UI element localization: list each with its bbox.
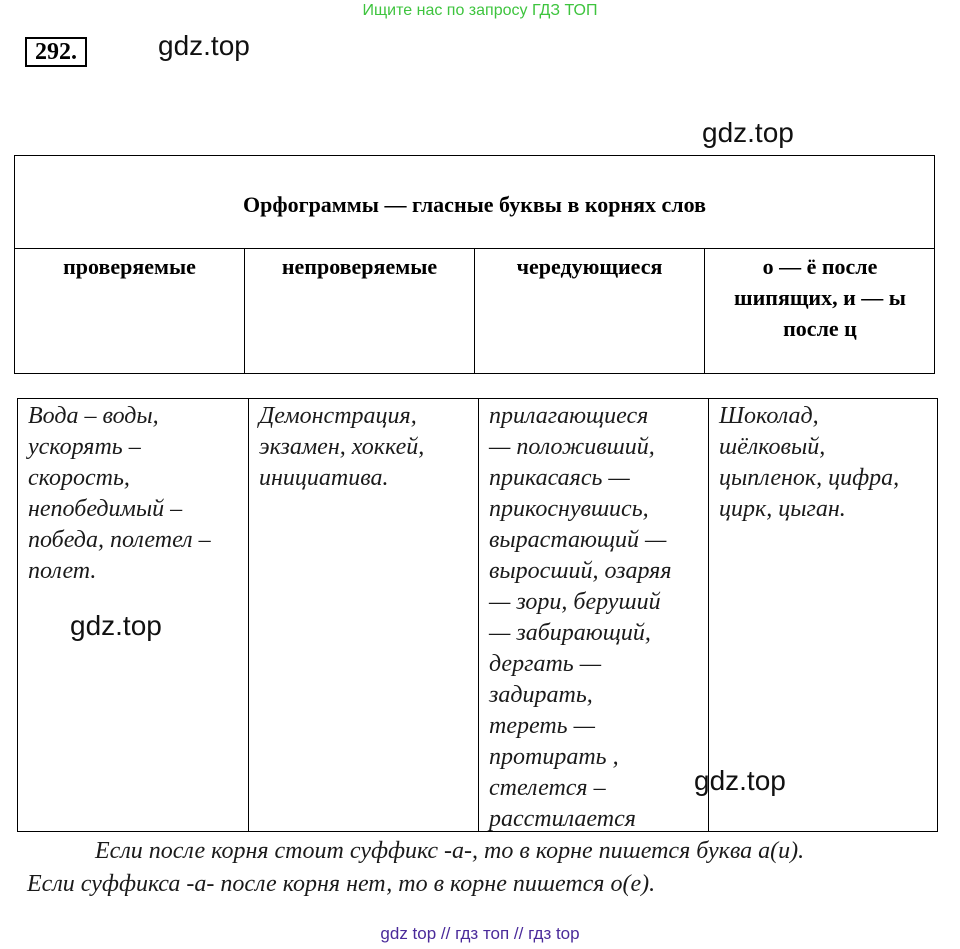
footer-watermark: gdz top // гдз топ // гдз top: [380, 924, 580, 943]
rule-text: Если после корня стоит суффикс -а-, то в корне пишется буква а(и).: [95, 838, 805, 864]
cell-line: Вода – воды,: [28, 403, 159, 429]
task-number: 292.: [25, 37, 87, 67]
watermark: gdz.top: [702, 117, 794, 148]
header-table: [14, 155, 935, 374]
cell-line: экзамен, хоккей,: [259, 434, 425, 460]
cell-line: прикасаясь —: [489, 465, 630, 491]
table-cell-unchecked: [249, 399, 479, 831]
cell-line: протирать ,: [489, 744, 619, 770]
cell-line: — зори, беруший: [489, 589, 661, 615]
cell-line: вырастающий —: [489, 527, 667, 553]
cell-line: непобедимый –: [28, 496, 183, 522]
cell-line: задирать,: [489, 682, 593, 708]
watermark: gdz.top: [694, 765, 786, 796]
cell-line: стелется –: [489, 775, 606, 801]
table-title: Орфограммы — гласные буквы в корнях слов: [15, 156, 934, 249]
cell-line: — положивший,: [489, 434, 655, 460]
cell-line: шёлковый,: [719, 434, 826, 460]
watermark: gdz.top: [70, 610, 162, 641]
cell-line: инициатива.: [259, 465, 389, 491]
cell-line: Демонстрация,: [259, 403, 417, 429]
promo-banner: Ищите нас по запросу ГДЗ ТОП: [362, 2, 598, 19]
cell-line: полет.: [28, 558, 97, 584]
rule-text: Если суффикса -а- после корня нет, то в корне пишется о(е).: [27, 871, 656, 897]
cell-line: прилагающиеся: [489, 403, 649, 429]
cell-line: прикоснувшись,: [489, 496, 649, 522]
cell-line: победа, полетел –: [28, 527, 211, 553]
cell-line: — забирающий,: [489, 620, 651, 646]
column-header-unchecked: непроверяемые: [245, 249, 475, 374]
cell-line: расстилается: [489, 806, 636, 832]
column-header-checked: проверяемые: [15, 249, 245, 374]
cell-line: ускорять –: [28, 434, 141, 460]
cell-line: дергать —: [489, 651, 602, 677]
cell-line: скорость,: [28, 465, 130, 491]
column-header-alternating: чередующиеся: [475, 249, 705, 374]
cell-line: цыпленок, цифра,: [719, 465, 900, 491]
cell-line: Шоколад,: [719, 403, 819, 429]
cell-line: тереть —: [489, 713, 595, 739]
cell-line: цирк, цыган.: [719, 496, 846, 522]
cell-line: выросший, озаряя: [489, 558, 672, 584]
watermark: gdz.top: [158, 30, 250, 61]
table-cell-alternating: [479, 399, 709, 831]
column-header-after-sibilants: о — ё после шипящих, и — ы после ц: [734, 254, 906, 341]
